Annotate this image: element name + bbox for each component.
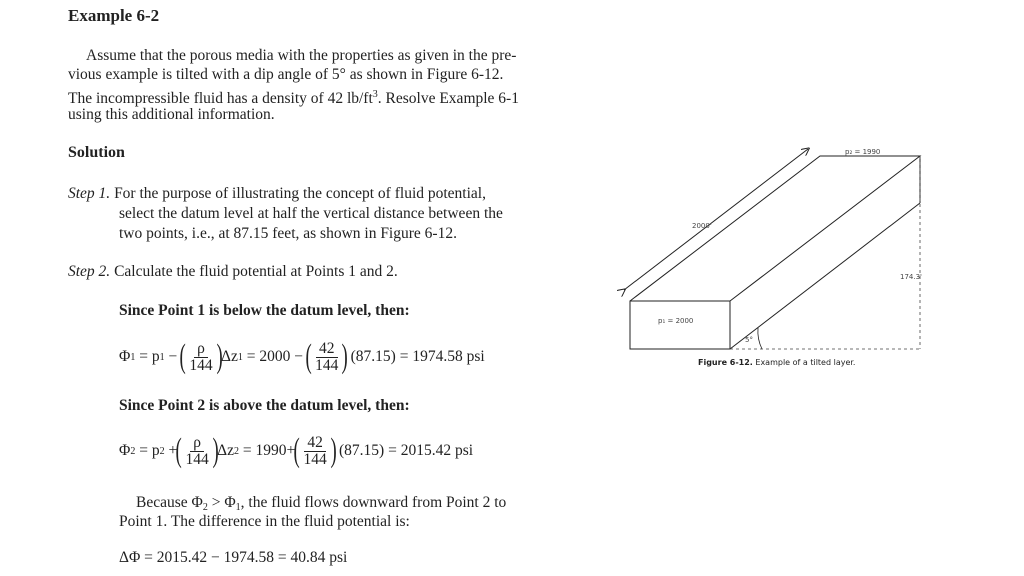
- because-line-2: Point 1. The difference in the fluid potential is:: [119, 513, 410, 530]
- figure-caption: [698, 358, 855, 367]
- p2-label: p₂ = 1990: [845, 148, 881, 156]
- length-label: 2000': [692, 222, 712, 230]
- top-face: [630, 156, 920, 301]
- equation-phi-2: Φ 2 = p 2 + ( $\frac{\rho}{144}$ ) Δz 2 = 1990+ ( $\frac{42}{144}$ ) (87.15) = 2015.42 psi: [119, 432, 474, 469]
- step-1-line-3: two points, i.e., at 87.15 feet, as shown in Figure 6-12.: [119, 225, 457, 242]
- solution-heading: Solution: [68, 144, 125, 161]
- point-1-heading: Since Point 1 is below the datum level, then:: [119, 302, 410, 319]
- step-1-line-1: Step 1. For the purpose of illustrating the concept of fluid potential,: [68, 185, 486, 202]
- intro-line-1: Assume that the porous media with the properties as given in the pre-: [86, 47, 517, 64]
- figure-caption-label: Figure 6-12.: [698, 358, 753, 367]
- angle-arc: [758, 328, 762, 349]
- p1-label: p₁ = 2000: [658, 317, 694, 325]
- intro-line-3: The incompressible fluid has a density of 42 $lb/ft^3$. Resolve Example 6-1: [68, 89, 519, 107]
- because-line-1: Because $\Phi_2 > \Phi_1$, the fluid flows downward from Point 2 to: [136, 494, 507, 513]
- step-2: Step 2. Calculate the fluid potential at Points 1 and 2.: [68, 263, 398, 280]
- length-arrow: [624, 149, 808, 290]
- step-1-label: Step 1.: [68, 185, 111, 202]
- point-2-heading: Since Point 2 is above the datum level, then:: [119, 397, 410, 414]
- intro-line-2: vious example is tilted with a dip angle of 5° as shown in Figure 6-12.: [68, 66, 504, 83]
- step-1-line-2: select the datum level at half the vertical distance between the: [119, 205, 503, 222]
- figure-caption-text: Example of a tilted layer.: [752, 358, 856, 367]
- equation-phi-1: Φ 1 = p 1 − ( $\frac{\rho}{144}$ ) Δz 1 = 2000 − ( $\frac{42}{144}$ ) (87.15) = 1974.58 psi: [119, 338, 485, 375]
- step-2-label: Step 2.: [68, 263, 111, 280]
- delta-phi-equation: ΔΦ = 2015.42 − 1974.58 = 40.84 psi: [119, 549, 348, 566]
- front-face: [630, 301, 730, 349]
- height-label: 174.3': [900, 273, 922, 281]
- angle-label: 5°: [745, 336, 753, 344]
- tilted-layer-diagram: [600, 140, 940, 380]
- bottom-right-edge: [730, 203, 920, 349]
- example-title: Example 6-2: [68, 6, 160, 25]
- intro-line-4: using this additional information.: [68, 106, 275, 123]
